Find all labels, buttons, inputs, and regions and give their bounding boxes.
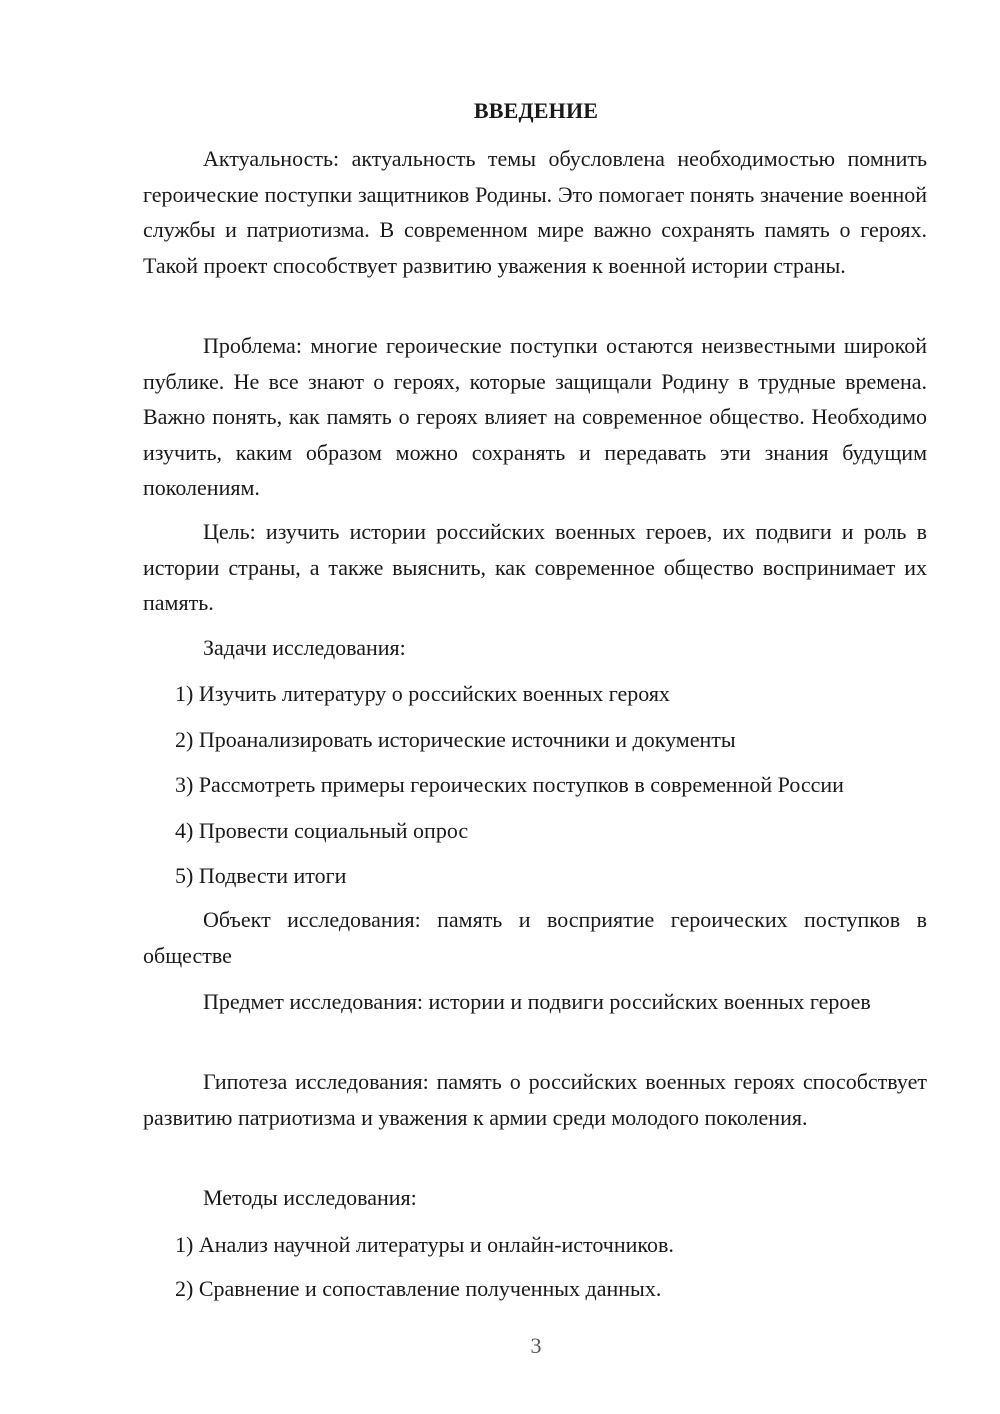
section-title: ВВЕДЕНИЕ: [473, 98, 599, 123]
problem-paragraph: Проблема: многие героические поступки остаются неизвестными широкой публике. Не все знают о героях, которые защищали Родину в трудные времена. Важно понять, как память о героях влияет на современное общество. Необходимо изучить, каким образом можно сохранять и передавать эти знания будущим поколениям.: [143, 333, 927, 500]
task-item: 5) Подвести итоги: [175, 863, 347, 888]
method-item: 2) Сравнение и сопоставление полученных данных.: [175, 1276, 662, 1301]
page-number: 3: [530, 1333, 542, 1358]
task-item: 1) Изучить литературу о российских военных героях: [175, 681, 670, 706]
subject-paragraph: Предмет исследования: истории и подвиги российских военных героев: [203, 989, 871, 1014]
object-paragraph: Объект исследования: память и восприятие героических поступков в обществе: [143, 907, 927, 968]
methods-heading: Методы исследования:: [203, 1185, 417, 1210]
tasks-heading: Задачи исследования:: [203, 635, 406, 660]
task-item: 4) Провести социальный опрос: [175, 818, 469, 843]
task-item: 2) Проанализировать исторические источники и документы: [175, 727, 736, 752]
goal-paragraph: Цель: изучить истории российских военных героев, их подвиги и роль в истории страны, а также выяснить, как современное общество воспринимает их память.: [143, 519, 927, 615]
relevance-paragraph: Актуальность: актуальность темы обусловлена необходимостью помнить героические поступки защитников Родины. Это помогает понять значение военной службы и патриотизма. В современном мире важно сохранять память о героях. Такой проект способствует развитию уважения к военной истории страны.: [143, 146, 927, 278]
method-item: 1) Анализ научной литературы и онлайн-источников.: [175, 1232, 674, 1257]
task-item: 3) Рассмотреть примеры героических поступков в современной России: [175, 772, 844, 797]
hypothesis-paragraph: Гипотеза исследования: память о российских военных героях способствует развитию патриотизма и уважения к армии среди молодого поколения.: [143, 1069, 927, 1130]
